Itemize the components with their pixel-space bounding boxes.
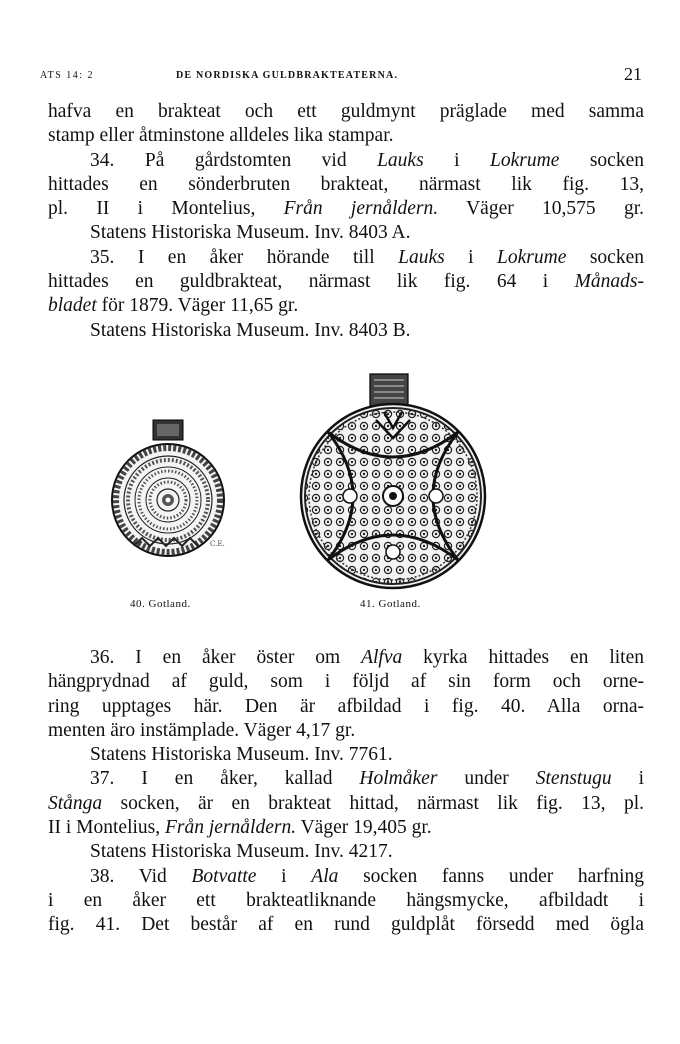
figure-41-caption: 41. Gotland. xyxy=(360,598,421,610)
entry-36-line-4: menten äro instämplade. Väger 4,17 gr. xyxy=(48,719,356,741)
entry-37-line-2: Stånga socken, är en brakteat hittad, närmast lik fig. 13, pl. xyxy=(48,792,644,814)
entry-34-line-3: pl. II i Montelius, Från jernåldern. Väger 10,575 gr. xyxy=(48,198,645,220)
entry-34-line-1: 34. På gårdstomten vid Lauks i Lokrume socken xyxy=(90,149,644,171)
text-block-top xyxy=(48,100,644,343)
entry-37-line-3: II i Montelius, Från jernåldern. Väger 19,405 gr. xyxy=(48,817,432,839)
entry-35-line-2: hittades en guldbrakteat, närmast lik fig. 64 i Månads- xyxy=(48,271,644,293)
text-line: stamp eller åtminstone alldeles lika stampar. xyxy=(48,125,394,147)
svg-text:C.E.: C.E. xyxy=(210,540,225,548)
entry-34-museum: Statens Historiska Museum. Inv. 8403 A. xyxy=(90,222,411,244)
entry-36-line-2: hängprydnad af guld, som i följd af sin form och orne- xyxy=(48,671,644,693)
text-block-bottom xyxy=(48,646,644,938)
page-number: 21 xyxy=(624,64,642,84)
entry-35-museum: Statens Historiska Museum. Inv. 8403 B. xyxy=(90,319,411,341)
entry-37-line-1: 37. I en åker, kallad Holmåker under Stenstugu i xyxy=(90,768,644,790)
entry-35-line-3: bladet för 1879. Väger 11,65 gr. xyxy=(48,295,299,317)
figure-41-pendant xyxy=(298,372,490,594)
figure-40-caption: 40. Gotland. xyxy=(130,598,191,610)
running-title: DE NORDISKA GULDBRAKTEATERNA. xyxy=(176,70,399,81)
entry-35-line-1: 35. I en åker hörande till Lauks i Lokrume socken xyxy=(90,246,644,268)
entry-38-line-3: fig. 41. Det består af en rund guldplåt försedd med ögla xyxy=(48,914,644,936)
journal-ref: ATS 14: 2 xyxy=(40,70,95,81)
entry-36-line-3: ring upptages här. Den är afbildad i fig. 40. Alla orna- xyxy=(48,695,644,717)
text-line: hafva en brakteat och ett guldmynt präglade med samma xyxy=(48,101,644,122)
entry-36-museum: Statens Historiska Museum. Inv. 7761. xyxy=(90,744,393,766)
entry-34-line-2: hittades en sönderbruten brakteat, närmast lik fig. 13, xyxy=(48,173,644,195)
running-header xyxy=(40,64,642,88)
entry-38-line-1: 38. Vid Botvatte i Ala socken fanns under harfning xyxy=(90,865,644,887)
entry-38-line-2: i en åker ett brakteatliknande hängsmycke, afbildadt i xyxy=(48,889,644,911)
figure-40-pendant xyxy=(104,418,244,558)
entry-36-line-1: 36. I en åker öster om Alfva kyrka hittades en liten xyxy=(90,647,644,668)
entry-37-museum: Statens Historiska Museum. Inv. 4217. xyxy=(90,841,393,863)
